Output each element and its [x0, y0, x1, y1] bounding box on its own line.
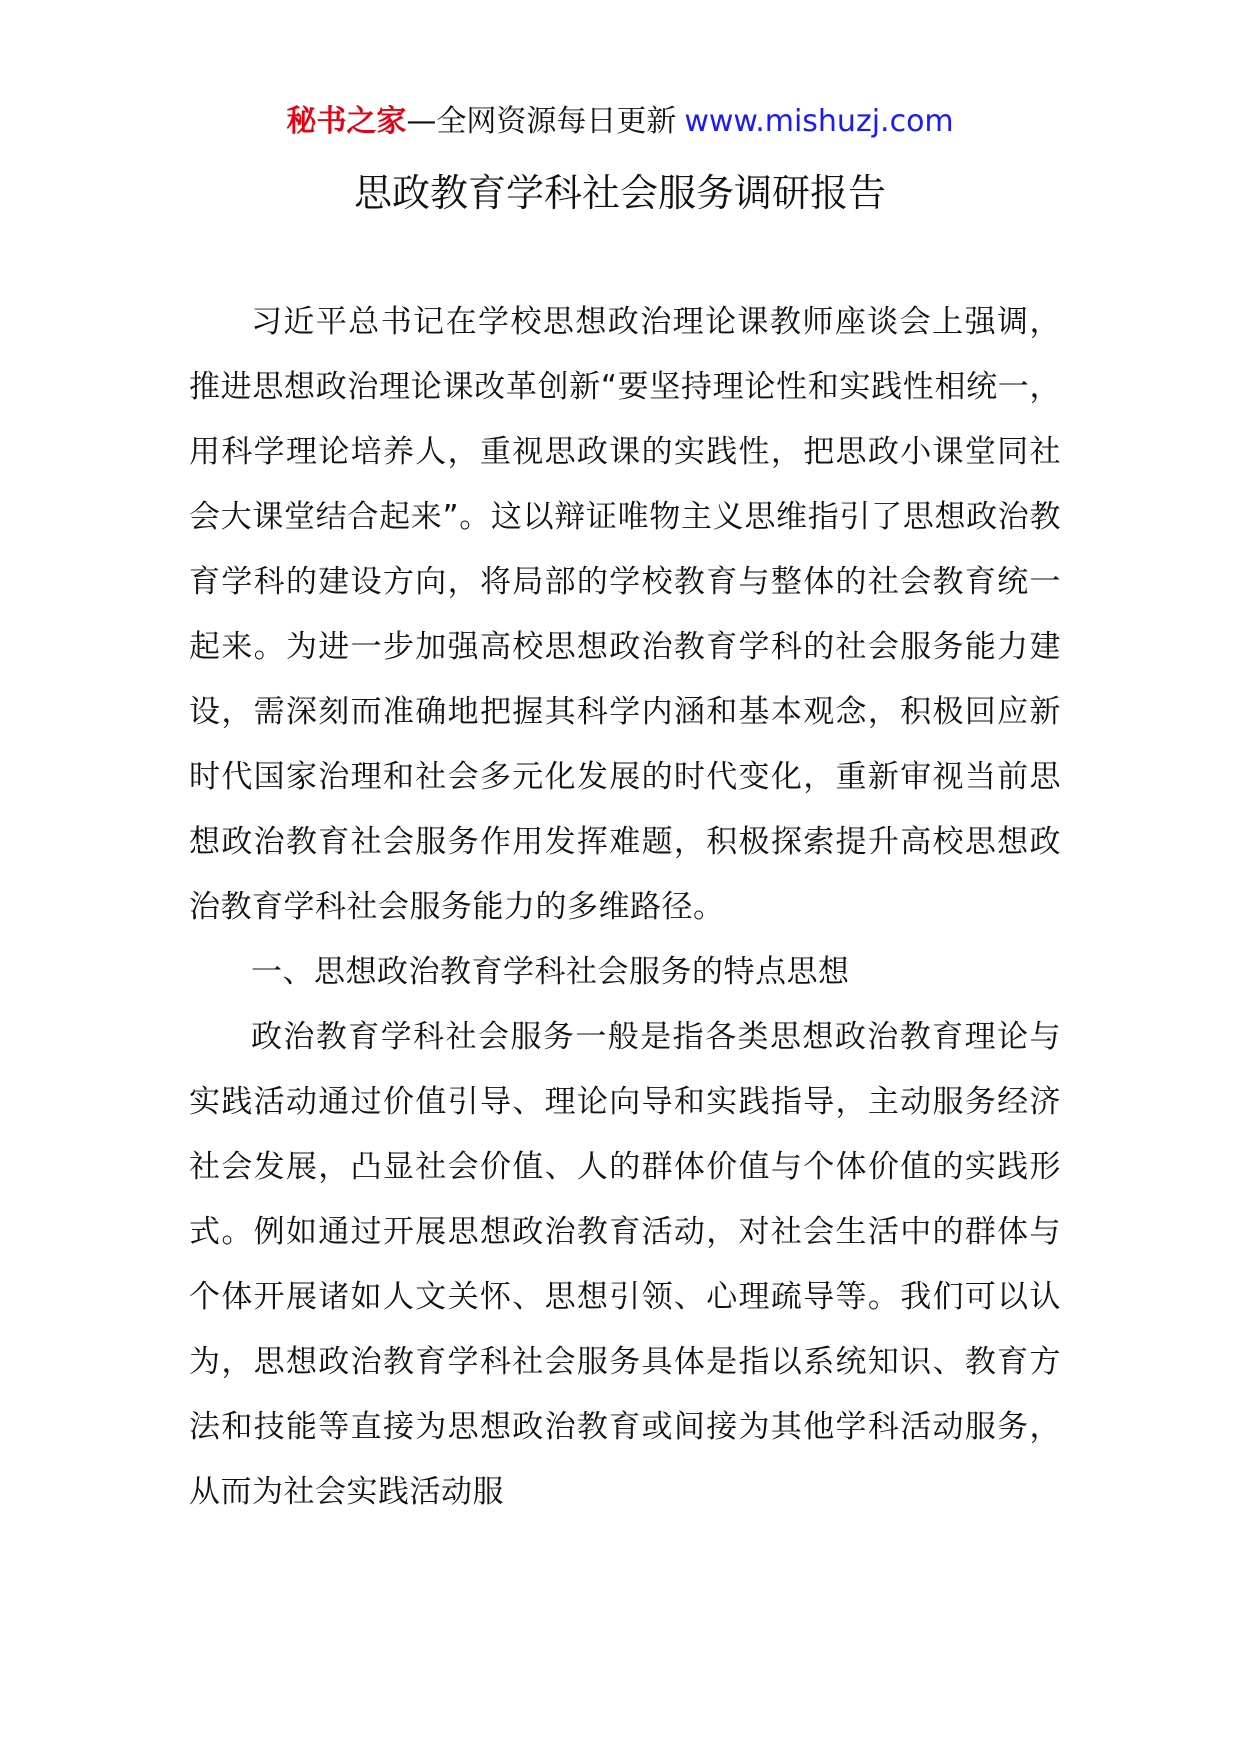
document-body — [189, 290, 1061, 1525]
brand-name: 秘书之家 — [286, 104, 407, 139]
site-header — [0, 100, 1240, 144]
paragraph-section-1: 政治教育学科社会服务一般是指各类思想政治教育理论与实践活动通过价值引导、理论向导和实践指导，主动服务经济社会发展，凸显社会价值、人的群体价值与个体价值的实践形式。例如通过开展思想政治教育活动，对社会生活中的群体与个体开展诸如人文关怀、思想引领、心理疏导等。我们可以认为，思想政治教育学科社会服务具体是指以系统知识、教育方法和技能等直接为思想政治教育或间接为其他学科活动服务，从而为社会实践活动服 — [189, 1019, 1061, 1510]
section-heading-1: 一、思想政治教育学科社会服务的特点思想 — [251, 954, 850, 990]
header-tagline: —全网资源每日更新 — [406, 104, 677, 139]
site-url-link[interactable]: www.mishuzj.com — [684, 104, 954, 139]
paragraph-intro: 习近平总书记在学校思想政治理论课教师座谈会上强调，推进思想政治理论课改革创新“要坚持理论性和实践性相统一，用科学理论培养人，重视思政课的实践性，把思政小课堂同社会大课堂结合起来”。这以辩证唯物主义思维指引了思想政治教育学科的建设方向，将局部的学校教育与整体的社会教育统一起来。为进一步加强高校思想政治教育学科的社会服务能力建设，需深刻而准确地把握其科学内涵和基本观念，积极回应新时代国家治理和社会多元化发展的时代变化，重新审视当前思想政治教育社会服务作用发挥难题，积极探索提升高校思想政治教育学科社会服务能力的多维路径。 — [189, 304, 1061, 925]
document-title: 思政教育学科社会服务调研报告 — [353, 171, 886, 215]
